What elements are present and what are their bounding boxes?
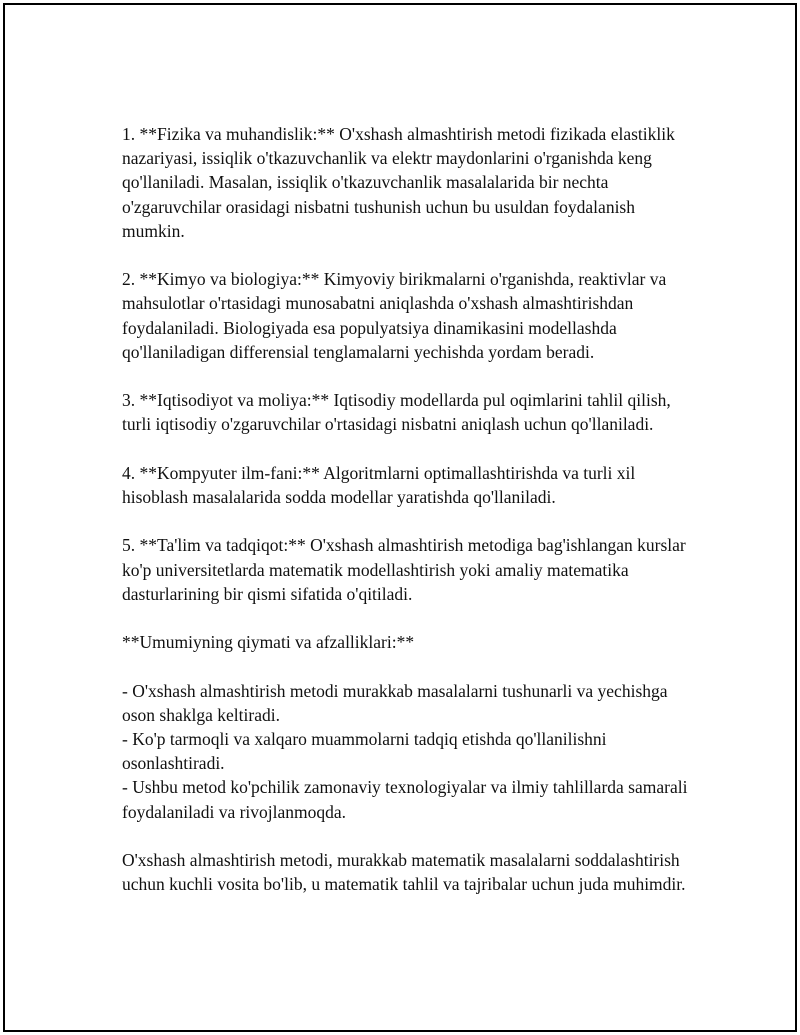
paragraph-computer-science: 4. **Kompyuter ilm-fani:** Algoritmlarni optimallashtirishda va turli xil hisoblash masalalarida sodda modellar yaratishda qo'llaniladi. [122,462,636,507]
paragraph-physics: 1. **Fizika va muhandislik:** O'xshash almashtirish metodi fizikada elastiklik nazariyasi, issiqlik o'tkazuvchanlik va elektr maydonlarini o'rganishda keng qo'llaniladi. Masalan, issiqlik o'tkazuvchanlik masalalarida bir nechta o'zgaruvchilar orasidagi nisbatni tushunish uchun bu usuldan foydalanish mumkin. [122,124,675,241]
paragraph-conclusion: O'xshash almashtirish metodi, murakkab matematik masalalarni soddalashtirish uchun kuchli vosita bo'lib, u matematik tahlil va tajribalar uchun juda muhimdir. [122,849,686,895]
page-frame [3,3,797,1032]
paragraph-economics: 3. **Iqtisodiyot va moliya:** Iqtisodiy modellarda pul oqimlarini tahlil qilish, turli iqtisodiy o'zgaruvchilar o'rtasidagi nisbatni aniqlash uchun qo'llaniladi. [122,390,671,435]
list-item: - Ko'p tarmoqli va xalqaro muammolarni tadqiq etishda qo'llanilishni osonlashtiradi. [122,728,607,774]
list-item: - Ushbu metod ko'pchilik zamonaviy texnologiyalar va ilmiy tahlillarda samarali foydalaniladi va rivojlanmoqda. [122,777,688,822]
paragraph-chemistry: 2. **Kimyo va biologiya:** Kimyoviy birikmalarni o'rganishda, reaktivlar va mahsulotlar o'rtasidagi munosabatni aniqlashda o'xshash almashtirishdan foydalaniladi. Biologiyada esa populyatsiya dinamikasini modellashda qo'llaniladigan differensial tenglamalarni yechishda yordam beradi. [122,269,667,362]
advantages-list [122,679,692,824]
section-heading: **Umumiyning qiymati va afzalliklari:** [122,632,415,653]
list-item: - O'xshash almashtirish metodi murakkab masalalarni tushunarli va yechishga oson shaklga keltiradi. [122,680,668,725]
document-body [122,122,692,921]
paragraph-education: 5. **Ta'lim va tadqiqot:** O'xshash almashtirish metodiga bag'ishlangan kurslar ko'p universitetlarda matematik modellashtirish yoki amaliy matematika dasturlarining bir qismi sifatida o'qitiladi. [122,535,686,604]
